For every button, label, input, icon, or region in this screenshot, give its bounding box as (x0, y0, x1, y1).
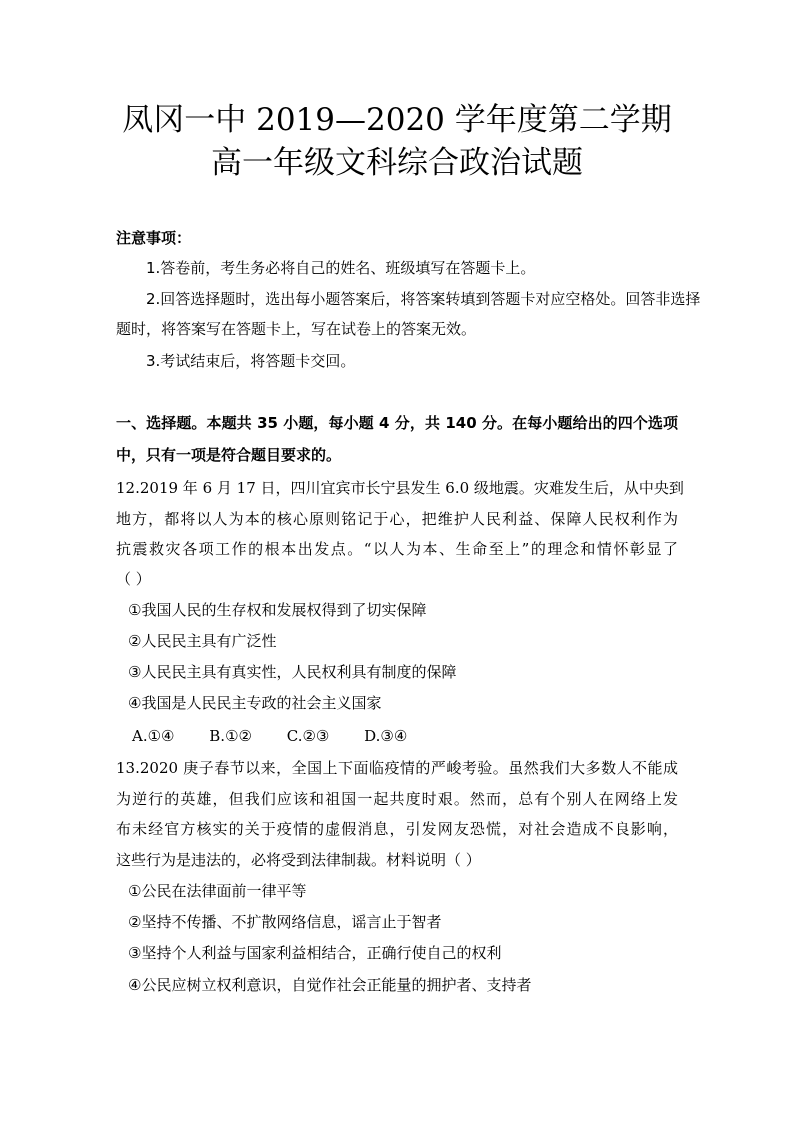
question-12-stem: 抗震救灾各项工作的根本出发点。“以人为本、生命至上”的理念和情怀彰显了 (116, 540, 678, 558)
question-12-stem: （ ） (116, 570, 151, 588)
question-13-stem: 布未经官方核实的关于疫情的虚假消息，引发网友恐慌，对社会造成不良影响， (116, 820, 678, 838)
answer-option-c: C.②③ (286, 727, 330, 745)
question-12-statement: ②人民民主具有广泛性 (128, 632, 277, 650)
notice-item: 1.答卷前，考生务必将自己的姓名、班级填写在答题卡上。 (146, 259, 536, 277)
answer-option-d: D.③④ (364, 727, 408, 745)
question-13-statement: ④公民应树立权利意识，自觉作社会正能量的拥护者、支持者 (128, 976, 532, 994)
section-heading: 中，只有一项是符合题目要求的。 (116, 446, 342, 464)
question-13-stem: 这些行为是违法的，必将受到法律制裁。材料说明（ ） (116, 851, 481, 869)
question-13-statement: ③坚持个人利益与国家利益相结合，正确行使自己的权利 (128, 944, 502, 962)
exam-title-line2: 高一年级文科综合政治试题 (211, 145, 583, 181)
notice-heading: 注意事项： (116, 229, 192, 247)
exam-title-line1: 凤冈一中 2019—2020 学年度第二学期 (122, 102, 672, 138)
notice-item: 题时，将答案写在答题卡上，写在试卷上的答案无效。 (116, 320, 477, 338)
question-13-stem: 13.2020 庚子春节以来，全国上下面临疫情的严峻考验。虽然我们大多数人不能成 (116, 759, 678, 777)
answer-option-a: A.①④ (132, 727, 175, 745)
question-13-statement: ②坚持不传播、不扩散网络信息，谣言止于智者 (128, 913, 442, 931)
question-13-stem: 为逆行的英雄，但我们应该和祖国一起共度时艰。然而，总有个别人在网络上发 (116, 790, 678, 808)
question-13-statement: ①公民在法律面前一律平等 (128, 882, 307, 900)
question-12-statement: ④我国是人民民主专政的社会主义国家 (128, 694, 382, 712)
notice-item: 3.考试结束后，将答题卡交回。 (146, 352, 356, 370)
section-heading: 一、选择题。本题共 35 小题，每小题 4 分，共 140 分。在每小题给出的四个选项 (116, 414, 678, 432)
question-12-statement: ③人民民主具有真实性，人民权利具有制度的保障 (128, 663, 457, 681)
question-12-stem: 地方，都将以人为本的核心原则铭记于心，把维护人民利益、保障人民权利作为 (116, 510, 678, 528)
answer-option-b: B.①② (209, 727, 252, 745)
question-12-options (132, 725, 437, 747)
notice-item: 2.回答选择题时，选出每小题答案后，将答案转填到答题卡对应空格处。回答非选择 (146, 290, 701, 308)
question-12-stem: 12.2019 年 6 月 17 日，四川宜宾市长宁县发生 6.0 级地震。灾难发生后，从中央到 (116, 479, 684, 497)
question-12-statement: ①我国人民的生存权和发展权得到了切实保障 (128, 601, 427, 619)
